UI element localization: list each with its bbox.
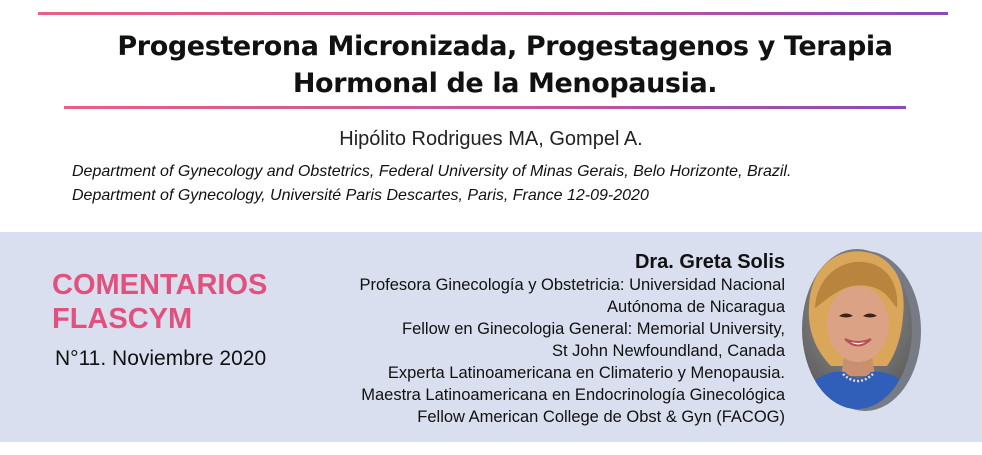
affiliation-2: Department of Gynecology, Université Paris Descartes, Paris, France 12-09-2020 <box>72 187 649 204</box>
credential-line: Fellow American College de Obst & Gyn (FACOG) <box>417 408 785 426</box>
article-title <box>100 28 910 102</box>
commentator-block <box>265 250 785 428</box>
commentary-title-line-2: FLASCYM <box>52 303 193 335</box>
title-line-1: Progesterona Micronizada, Progestagenos y Terapia <box>117 31 893 62</box>
credential-line: Fellow en Ginecologia General: Memorial University, <box>401 320 785 338</box>
issue-number: N°11. Noviembre 2020 <box>55 347 267 370</box>
commentator-portrait <box>801 246 923 412</box>
credential-line: Autónoma de Nicaragua <box>607 298 785 316</box>
portrait-face <box>827 286 889 362</box>
affiliation-1: Department of Gynecology and Obstetrics, Federal University of Minas Gerais, Belo Horizonte, Brazil. <box>72 163 792 180</box>
title-line-2: Hormonal de la Menopausia. <box>292 68 718 99</box>
credential-line: Profesora Ginecología y Obstetricia: Universidad Nacional <box>359 276 785 294</box>
commentator-name: Dra. Greta Solis <box>634 251 785 273</box>
commentary-title-line-1: COMENTARIOS <box>52 269 268 301</box>
credential-line: Experta Latinoamericana en Climaterio y Menopausia. <box>387 364 785 382</box>
credential-line: St John Newfoundland, Canada <box>552 342 785 360</box>
article-authors: Hipólito Rodrigues MA, Gompel A. <box>339 128 643 150</box>
title-divider <box>64 106 906 109</box>
top-divider <box>38 12 948 15</box>
commentary-title <box>52 268 267 336</box>
credential-line: Maestra Latinoamericana en Endocrinología Ginecológica <box>361 386 785 404</box>
